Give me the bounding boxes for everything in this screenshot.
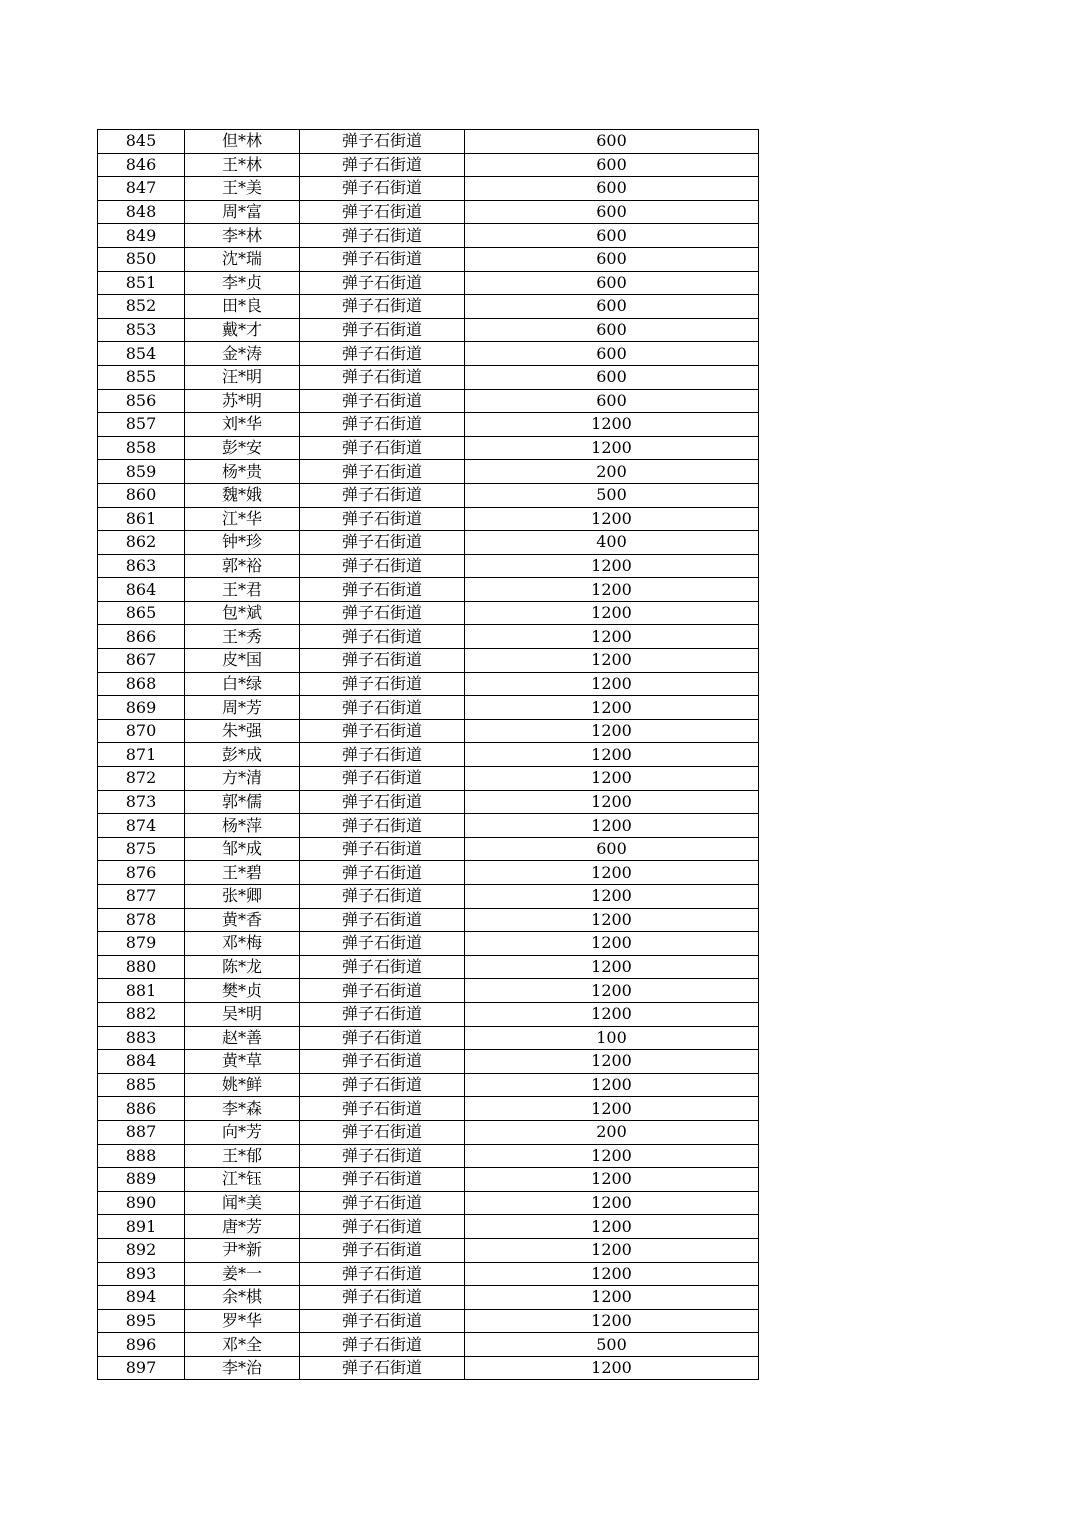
table-row bbox=[98, 1191, 759, 1215]
cell-street: 弹子石街道 bbox=[300, 531, 465, 555]
cell-street: 弹子石街道 bbox=[300, 767, 465, 791]
table-row bbox=[98, 554, 759, 578]
table-row bbox=[98, 531, 759, 555]
cell-number: 892 bbox=[98, 1238, 185, 1262]
table-row bbox=[98, 837, 759, 861]
cell-name: 包*斌 bbox=[185, 601, 300, 625]
cell-number: 893 bbox=[98, 1262, 185, 1286]
cell-amount: 1200 bbox=[465, 1002, 759, 1026]
cell-name: 闻*美 bbox=[185, 1191, 300, 1215]
cell-number: 886 bbox=[98, 1097, 185, 1121]
cell-amount: 600 bbox=[465, 130, 759, 154]
cell-amount: 1200 bbox=[465, 1215, 759, 1239]
cell-amount: 1200 bbox=[465, 1309, 759, 1333]
cell-name: 苏*明 bbox=[185, 389, 300, 413]
cell-street: 弹子石街道 bbox=[300, 224, 465, 248]
cell-amount: 1200 bbox=[465, 436, 759, 460]
cell-number: 861 bbox=[98, 507, 185, 531]
cell-amount: 600 bbox=[465, 153, 759, 177]
table-row bbox=[98, 1050, 759, 1074]
cell-number: 891 bbox=[98, 1215, 185, 1239]
cell-name: 罗*华 bbox=[185, 1309, 300, 1333]
cell-amount: 1200 bbox=[465, 672, 759, 696]
cell-amount: 1200 bbox=[465, 932, 759, 956]
cell-amount: 1200 bbox=[465, 649, 759, 673]
cell-street: 弹子石街道 bbox=[300, 1120, 465, 1144]
cell-name: 白*绿 bbox=[185, 672, 300, 696]
cell-amount: 1200 bbox=[465, 955, 759, 979]
cell-number: 871 bbox=[98, 743, 185, 767]
cell-number: 862 bbox=[98, 531, 185, 555]
cell-name: 王*美 bbox=[185, 177, 300, 201]
cell-amount: 1200 bbox=[465, 885, 759, 909]
cell-number: 896 bbox=[98, 1333, 185, 1357]
cell-number: 848 bbox=[98, 200, 185, 224]
table-row bbox=[98, 507, 759, 531]
cell-amount: 600 bbox=[465, 271, 759, 295]
cell-number: 869 bbox=[98, 696, 185, 720]
cell-number: 846 bbox=[98, 153, 185, 177]
cell-street: 弹子石街道 bbox=[300, 1333, 465, 1357]
cell-number: 895 bbox=[98, 1309, 185, 1333]
cell-number: 879 bbox=[98, 932, 185, 956]
cell-number: 877 bbox=[98, 885, 185, 909]
cell-name: 陈*龙 bbox=[185, 955, 300, 979]
cell-street: 弹子石街道 bbox=[300, 365, 465, 389]
cell-number: 897 bbox=[98, 1356, 185, 1380]
cell-street: 弹子石街道 bbox=[300, 342, 465, 366]
table-row bbox=[98, 1026, 759, 1050]
cell-name: 尹*新 bbox=[185, 1238, 300, 1262]
cell-street: 弹子石街道 bbox=[300, 295, 465, 319]
cell-name: 钟*珍 bbox=[185, 531, 300, 555]
cell-amount: 1200 bbox=[465, 1168, 759, 1192]
cell-street: 弹子石街道 bbox=[300, 814, 465, 838]
table-row bbox=[98, 1144, 759, 1168]
cell-amount: 600 bbox=[465, 295, 759, 319]
cell-street: 弹子石街道 bbox=[300, 790, 465, 814]
cell-street: 弹子石街道 bbox=[300, 318, 465, 342]
cell-amount: 500 bbox=[465, 483, 759, 507]
cell-street: 弹子石街道 bbox=[300, 1097, 465, 1121]
cell-street: 弹子石街道 bbox=[300, 1050, 465, 1074]
cell-name: 汪*明 bbox=[185, 365, 300, 389]
cell-number: 860 bbox=[98, 483, 185, 507]
table-body bbox=[98, 130, 759, 1380]
cell-amount: 200 bbox=[465, 1120, 759, 1144]
cell-name: 江*华 bbox=[185, 507, 300, 531]
cell-name: 余*棋 bbox=[185, 1286, 300, 1310]
cell-number: 890 bbox=[98, 1191, 185, 1215]
table-row bbox=[98, 814, 759, 838]
cell-amount: 1200 bbox=[465, 1144, 759, 1168]
cell-street: 弹子石街道 bbox=[300, 625, 465, 649]
cell-street: 弹子石街道 bbox=[300, 1002, 465, 1026]
cell-name: 方*清 bbox=[185, 767, 300, 791]
cell-amount: 600 bbox=[465, 389, 759, 413]
table-row bbox=[98, 1286, 759, 1310]
cell-amount: 200 bbox=[465, 460, 759, 484]
cell-street: 弹子石街道 bbox=[300, 743, 465, 767]
cell-street: 弹子石街道 bbox=[300, 861, 465, 885]
cell-name: 周*富 bbox=[185, 200, 300, 224]
table-row bbox=[98, 1309, 759, 1333]
cell-amount: 600 bbox=[465, 177, 759, 201]
table-row bbox=[98, 413, 759, 437]
cell-amount: 1200 bbox=[465, 908, 759, 932]
cell-street: 弹子石街道 bbox=[300, 1238, 465, 1262]
cell-street: 弹子石街道 bbox=[300, 554, 465, 578]
cell-street: 弹子石街道 bbox=[300, 177, 465, 201]
cell-street: 弹子石街道 bbox=[300, 389, 465, 413]
cell-amount: 1200 bbox=[465, 790, 759, 814]
table-row bbox=[98, 130, 759, 154]
cell-name: 刘*华 bbox=[185, 413, 300, 437]
cell-amount: 1200 bbox=[465, 625, 759, 649]
cell-street: 弹子石街道 bbox=[300, 483, 465, 507]
cell-name: 王*林 bbox=[185, 153, 300, 177]
table-row bbox=[98, 365, 759, 389]
cell-name: 邓*全 bbox=[185, 1333, 300, 1357]
table-row bbox=[98, 767, 759, 791]
cell-amount: 600 bbox=[465, 247, 759, 271]
cell-number: 857 bbox=[98, 413, 185, 437]
cell-number: 859 bbox=[98, 460, 185, 484]
cell-number: 881 bbox=[98, 979, 185, 1003]
cell-number: 889 bbox=[98, 1168, 185, 1192]
table-row bbox=[98, 200, 759, 224]
cell-amount: 600 bbox=[465, 342, 759, 366]
cell-number: 883 bbox=[98, 1026, 185, 1050]
cell-number: 870 bbox=[98, 719, 185, 743]
cell-name: 李*治 bbox=[185, 1356, 300, 1380]
table-row bbox=[98, 1356, 759, 1380]
cell-name: 魏*娥 bbox=[185, 483, 300, 507]
cell-amount: 1200 bbox=[465, 1073, 759, 1097]
cell-name: 李*森 bbox=[185, 1097, 300, 1121]
cell-amount: 600 bbox=[465, 224, 759, 248]
table-row bbox=[98, 932, 759, 956]
cell-street: 弹子石街道 bbox=[300, 271, 465, 295]
cell-street: 弹子石街道 bbox=[300, 130, 465, 154]
table-row bbox=[98, 1168, 759, 1192]
cell-amount: 1200 bbox=[465, 507, 759, 531]
cell-number: 847 bbox=[98, 177, 185, 201]
cell-number: 884 bbox=[98, 1050, 185, 1074]
cell-street: 弹子石街道 bbox=[300, 436, 465, 460]
cell-street: 弹子石街道 bbox=[300, 1026, 465, 1050]
table-row bbox=[98, 247, 759, 271]
table-row bbox=[98, 885, 759, 909]
table-row bbox=[98, 979, 759, 1003]
cell-street: 弹子石街道 bbox=[300, 1191, 465, 1215]
cell-street: 弹子石街道 bbox=[300, 1215, 465, 1239]
cell-number: 878 bbox=[98, 908, 185, 932]
cell-amount: 600 bbox=[465, 837, 759, 861]
cell-amount: 1200 bbox=[465, 1050, 759, 1074]
table-row bbox=[98, 578, 759, 602]
cell-amount: 100 bbox=[465, 1026, 759, 1050]
cell-street: 弹子石街道 bbox=[300, 1309, 465, 1333]
cell-name: 杨*贵 bbox=[185, 460, 300, 484]
cell-number: 880 bbox=[98, 955, 185, 979]
cell-amount: 600 bbox=[465, 365, 759, 389]
cell-number: 845 bbox=[98, 130, 185, 154]
cell-amount: 500 bbox=[465, 1333, 759, 1357]
table-row bbox=[98, 955, 759, 979]
cell-street: 弹子石街道 bbox=[300, 1262, 465, 1286]
cell-amount: 1200 bbox=[465, 767, 759, 791]
cell-number: 872 bbox=[98, 767, 185, 791]
cell-amount: 1200 bbox=[465, 1191, 759, 1215]
table-row bbox=[98, 1333, 759, 1357]
cell-street: 弹子石街道 bbox=[300, 649, 465, 673]
cell-name: 李*林 bbox=[185, 224, 300, 248]
cell-amount: 1200 bbox=[465, 696, 759, 720]
table-row bbox=[98, 719, 759, 743]
cell-amount: 1200 bbox=[465, 814, 759, 838]
table-row bbox=[98, 295, 759, 319]
cell-street: 弹子石街道 bbox=[300, 837, 465, 861]
table-row bbox=[98, 625, 759, 649]
table-row bbox=[98, 696, 759, 720]
table-row bbox=[98, 483, 759, 507]
cell-amount: 1200 bbox=[465, 1356, 759, 1380]
table-row bbox=[98, 153, 759, 177]
cell-name: 唐*芳 bbox=[185, 1215, 300, 1239]
cell-street: 弹子石街道 bbox=[300, 1168, 465, 1192]
table-row bbox=[98, 1238, 759, 1262]
cell-number: 867 bbox=[98, 649, 185, 673]
table-row bbox=[98, 649, 759, 673]
cell-amount: 1200 bbox=[465, 861, 759, 885]
cell-number: 863 bbox=[98, 554, 185, 578]
table-row bbox=[98, 224, 759, 248]
table-row bbox=[98, 908, 759, 932]
cell-amount: 1200 bbox=[465, 743, 759, 767]
cell-number: 885 bbox=[98, 1073, 185, 1097]
cell-number: 876 bbox=[98, 861, 185, 885]
cell-amount: 1200 bbox=[465, 578, 759, 602]
cell-number: 858 bbox=[98, 436, 185, 460]
cell-amount: 600 bbox=[465, 200, 759, 224]
cell-name: 郭*裕 bbox=[185, 554, 300, 578]
cell-number: 866 bbox=[98, 625, 185, 649]
cell-number: 853 bbox=[98, 318, 185, 342]
table-row bbox=[98, 342, 759, 366]
cell-amount: 1200 bbox=[465, 719, 759, 743]
table-row bbox=[98, 436, 759, 460]
cell-name: 吴*明 bbox=[185, 1002, 300, 1026]
cell-name: 李*贞 bbox=[185, 271, 300, 295]
table-row bbox=[98, 790, 759, 814]
cell-name: 杨*萍 bbox=[185, 814, 300, 838]
cell-name: 邹*成 bbox=[185, 837, 300, 861]
cell-amount: 600 bbox=[465, 318, 759, 342]
cell-number: 852 bbox=[98, 295, 185, 319]
table-row bbox=[98, 1002, 759, 1026]
cell-street: 弹子石街道 bbox=[300, 200, 465, 224]
table-row bbox=[98, 601, 759, 625]
cell-amount: 400 bbox=[465, 531, 759, 555]
cell-name: 王*秀 bbox=[185, 625, 300, 649]
cell-street: 弹子石街道 bbox=[300, 153, 465, 177]
cell-name: 江*钰 bbox=[185, 1168, 300, 1192]
cell-number: 873 bbox=[98, 790, 185, 814]
cell-number: 882 bbox=[98, 1002, 185, 1026]
cell-street: 弹子石街道 bbox=[300, 601, 465, 625]
table-row bbox=[98, 389, 759, 413]
cell-name: 金*涛 bbox=[185, 342, 300, 366]
table-row bbox=[98, 672, 759, 696]
cell-name: 姚*鲜 bbox=[185, 1073, 300, 1097]
cell-name: 朱*强 bbox=[185, 719, 300, 743]
table-row bbox=[98, 460, 759, 484]
cell-amount: 1200 bbox=[465, 1262, 759, 1286]
cell-street: 弹子石街道 bbox=[300, 885, 465, 909]
table-row bbox=[98, 743, 759, 767]
cell-street: 弹子石街道 bbox=[300, 908, 465, 932]
cell-name: 郭*儒 bbox=[185, 790, 300, 814]
cell-street: 弹子石街道 bbox=[300, 979, 465, 1003]
cell-name: 彭*成 bbox=[185, 743, 300, 767]
cell-name: 沈*瑞 bbox=[185, 247, 300, 271]
table-row bbox=[98, 1262, 759, 1286]
table-row bbox=[98, 1120, 759, 1144]
cell-amount: 1200 bbox=[465, 1097, 759, 1121]
cell-street: 弹子石街道 bbox=[300, 578, 465, 602]
cell-name: 田*良 bbox=[185, 295, 300, 319]
cell-amount: 1200 bbox=[465, 1286, 759, 1310]
cell-amount: 1200 bbox=[465, 413, 759, 437]
cell-name: 邓*梅 bbox=[185, 932, 300, 956]
cell-number: 894 bbox=[98, 1286, 185, 1310]
data-table bbox=[97, 129, 759, 1380]
cell-number: 888 bbox=[98, 1144, 185, 1168]
cell-number: 854 bbox=[98, 342, 185, 366]
cell-street: 弹子石街道 bbox=[300, 719, 465, 743]
cell-amount: 1200 bbox=[465, 1238, 759, 1262]
cell-number: 851 bbox=[98, 271, 185, 295]
table-row bbox=[98, 861, 759, 885]
cell-amount: 1200 bbox=[465, 979, 759, 1003]
table-row bbox=[98, 177, 759, 201]
table-row bbox=[98, 1097, 759, 1121]
cell-name: 但*林 bbox=[185, 130, 300, 154]
cell-street: 弹子石街道 bbox=[300, 507, 465, 531]
cell-amount: 1200 bbox=[465, 554, 759, 578]
cell-name: 王*君 bbox=[185, 578, 300, 602]
cell-name: 王*碧 bbox=[185, 861, 300, 885]
cell-number: 850 bbox=[98, 247, 185, 271]
cell-number: 868 bbox=[98, 672, 185, 696]
cell-street: 弹子石街道 bbox=[300, 955, 465, 979]
table-row bbox=[98, 271, 759, 295]
cell-street: 弹子石街道 bbox=[300, 1073, 465, 1097]
cell-number: 874 bbox=[98, 814, 185, 838]
cell-number: 865 bbox=[98, 601, 185, 625]
cell-amount: 1200 bbox=[465, 601, 759, 625]
cell-name: 黄*香 bbox=[185, 908, 300, 932]
cell-name: 戴*才 bbox=[185, 318, 300, 342]
cell-name: 樊*贞 bbox=[185, 979, 300, 1003]
table-row bbox=[98, 1073, 759, 1097]
cell-name: 向*芳 bbox=[185, 1120, 300, 1144]
cell-name: 周*芳 bbox=[185, 696, 300, 720]
cell-number: 875 bbox=[98, 837, 185, 861]
cell-name: 赵*善 bbox=[185, 1026, 300, 1050]
cell-name: 黄*草 bbox=[185, 1050, 300, 1074]
cell-street: 弹子石街道 bbox=[300, 247, 465, 271]
cell-number: 855 bbox=[98, 365, 185, 389]
cell-number: 849 bbox=[98, 224, 185, 248]
table-row bbox=[98, 318, 759, 342]
cell-street: 弹子石街道 bbox=[300, 932, 465, 956]
table-row bbox=[98, 1215, 759, 1239]
cell-street: 弹子石街道 bbox=[300, 696, 465, 720]
cell-street: 弹子石街道 bbox=[300, 413, 465, 437]
cell-street: 弹子石街道 bbox=[300, 672, 465, 696]
cell-name: 张*卿 bbox=[185, 885, 300, 909]
cell-number: 864 bbox=[98, 578, 185, 602]
cell-street: 弹子石街道 bbox=[300, 1286, 465, 1310]
cell-street: 弹子石街道 bbox=[300, 1356, 465, 1380]
cell-number: 887 bbox=[98, 1120, 185, 1144]
cell-name: 姜*一 bbox=[185, 1262, 300, 1286]
cell-name: 彭*安 bbox=[185, 436, 300, 460]
cell-name: 王*郁 bbox=[185, 1144, 300, 1168]
cell-number: 856 bbox=[98, 389, 185, 413]
cell-name: 皮*国 bbox=[185, 649, 300, 673]
cell-street: 弹子石街道 bbox=[300, 1144, 465, 1168]
cell-street: 弹子石街道 bbox=[300, 460, 465, 484]
